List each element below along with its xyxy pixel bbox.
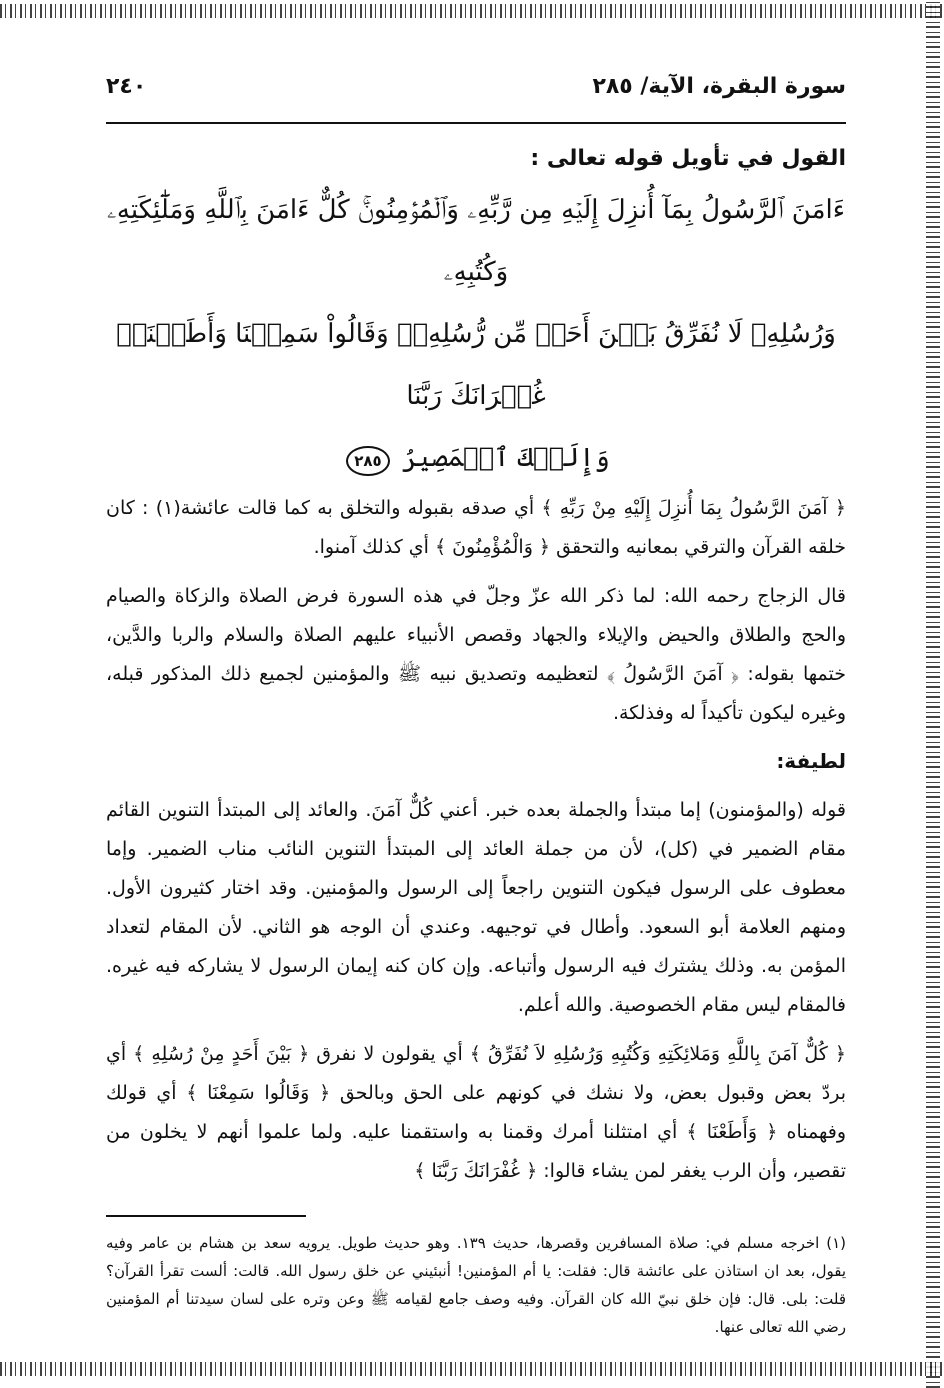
running-title: سورة البقرة، الآية/ ٢٨٥ — [592, 74, 846, 99]
paragraph-1: ﴿ آمَنَ الرَّسُولُ بِمَا أُنزِلَ إِلَيْهِ مِنْ رَبِّهِ ﴾ أي صدقه بقبوله والتخلق به كما قالت عائشة(١) : كان خلقه القرآن والترقي بمعانيه والتحقق ﴿ وَالْمُؤْمِنُونَ ﴾ أي كذلك آمنوا. — [106, 497, 846, 558]
subheading-latifa: لطيفة: — [776, 749, 846, 773]
quran-verse — [106, 179, 846, 489]
paragraph-4: ﴿ كُلٌّ آمَنَ بِاللَّهِ وَمَلائِكَتِهِ وَكُتُبِهِ وَرُسُلِهِ لاَ نُفَرِّقُ ﴾ أي يقولون لا نفرق ﴿ بَيْنَ أَحَدٍ مِنْ رُسُلِهِ ﴾ أي بردّ بعض وقبول بعض، ولا نشك في كونهم على الحق وبالحق ﴿ وَقَالُوا سَمِعْنَا ﴾ أي قولك وفهمناه ﴿ وَأَطَعْنَا ﴾ أي امتثلنا أمرك وقمنا به واستقمنا عليه. ولما علموا أنهم لا يخلون من تقصير، وأن الرب يغفر لمن يشاء قالوا: ﴿ غُفْرَانَكَ رَبَّنَا ﴾ — [106, 1043, 846, 1182]
verse-line-2: وَرُسُلِهِۦ لَا نُفَرِّقُ بَيۡنَ أَحَدٖ مِّن رُّسُلِهِۦۚ وَقَالُواْ سَمِعۡنَا وَأَطَعۡنَاۖ غُفۡرَانَكَ رَبَّنَا — [116, 319, 836, 411]
footnote-separator — [106, 1215, 306, 1217]
verse-line-1: ءَامَنَ ٱلرَّسُولُ بِمَآ أُنزِلَ إِلَيۡهِ مِن رَّبِّهِۦ وَٱلۡمُؤۡمِنُونَۚ كُلٌّ ءَامَنَ بِٱللَّهِ وَمَلَٰٓئِكَتِهِۦ وَكُتُبِهِۦ — [107, 195, 845, 287]
verse-line-3 — [106, 427, 846, 489]
footnote-1: (١) اخرجه مسلم في: صلاة المسافرين وقصرها، حديث ١٣٩. وهو حديث طويل. يرويه سعد بن هشام بن عامر وفيه يقول، بعد ان استاذن على عائشة قال: فقلت: يا أم المؤمنين! أنبئيني عن خلق رسول الله. قالت: ألست تقرأ القرآن؟ قلت: بلى. قال: فإن خلق نبيّ الله كان القرآن. وفيه وصف جامع لقيامه ﷺ وعن وتره على لسان سيدتنا أم المؤمنين رضي الله تعالى عنها. — [106, 1234, 846, 1336]
paragraph-2: قال الزجاج رحمه الله: لما ذكر الله عزّ وجلّ في هذه السورة فرض الصلاة والزكاة والصيام والحج والطلاق والحيض والإيلاء والجهاد وقصص الأنبياء عليهم الصلاة والسلام والربا والدَّين، ختمها بقوله: ﴿ آمَنَ الرَّسُولُ ﴾ لتعظيمه وتصديق نبيه ﷺ والمؤمنين لجميع ذلك المذكور قبله، وغيره ليكون تأكيداً له وفذلكة. — [106, 585, 846, 724]
page-header — [106, 74, 846, 124]
section-heading: القول في تأويل قوله تعالى : — [530, 146, 846, 171]
decorative-border-top — [0, 4, 944, 18]
paragraph-3: قوله (والمؤمنون) إما مبتدأ والجملة بعده خبر. أعني كُلٌّ آمَنَ. والعائد إلى المبتدأ التنوين القائم مقام الضمير في (كل)، لأن من جملة العائد إلى المبتدأ التنوين النائب مناب الضمير. وإما معطوف على الرسول فيكون التنوين راجعاً إلى الرسول والمؤمنين. وقد اختار كثيرون الأول. ومنهم العلامة أبو السعود. وأطال في توجيهه. وعندي أن الوجه هو الثاني. لأن المقام لتعداد المؤمن به. وذلك يشترك فيه الرسول وأتباعه. وإن كان كنه إيمان الرسول لا يشاركه فيه غيره. فالمقام ليس مقام الخصوصية. والله أعلم. — [106, 799, 846, 1016]
verse-line-3-text: وَإِلَيۡكَ ٱلۡمَصِيرُ — [401, 443, 610, 473]
page-number: ٢٤٠ — [106, 74, 147, 99]
ayah-number-mark: ٢٨٥ — [346, 446, 389, 476]
book-page — [106, 74, 846, 1354]
decorative-border-bottom — [0, 1362, 944, 1376]
decorative-border-right — [926, 0, 940, 1388]
